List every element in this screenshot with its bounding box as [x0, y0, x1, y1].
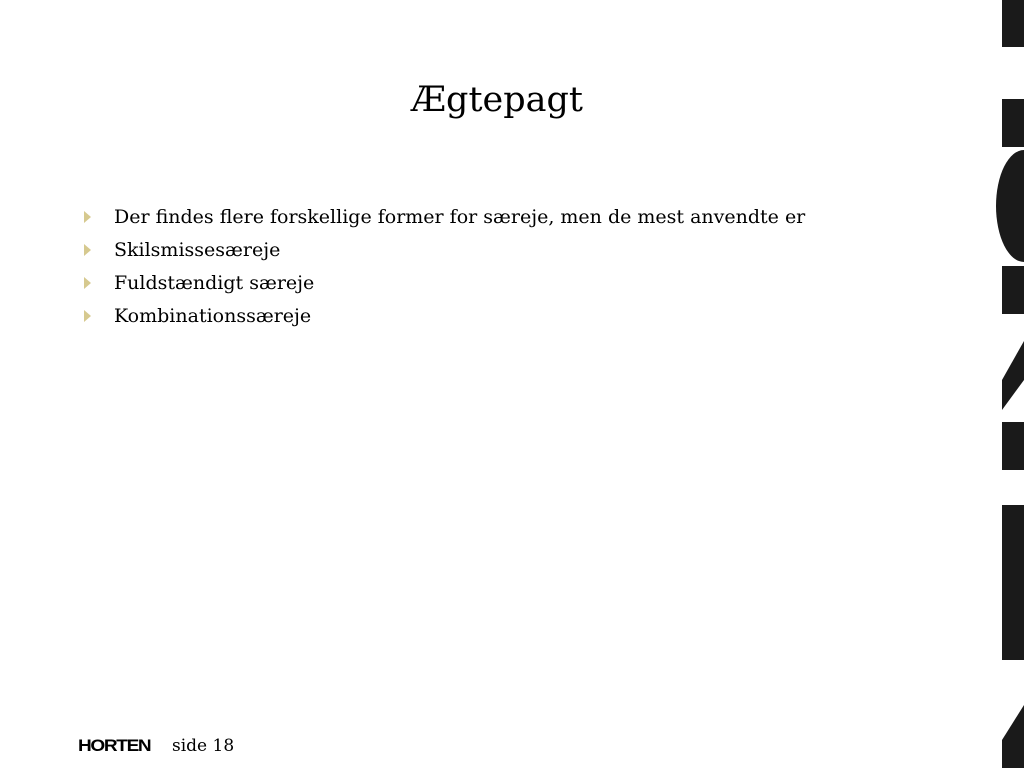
deco-bar: [1002, 0, 1024, 47]
bullet-text: Skilsmissesæreje: [114, 239, 281, 261]
page-number: side 18: [172, 736, 235, 756]
deco-diagonal: [1002, 705, 1024, 768]
bullet-text: Der findes flere forskellige former for særeje, men de mest anvendte er: [114, 206, 806, 228]
deco-bar: [1002, 422, 1024, 470]
triangle-bullet-icon: [84, 310, 91, 322]
triangle-bullet-icon: [84, 277, 91, 289]
horten-logo: HORTEN: [78, 736, 151, 755]
bullet-text: Kombinationssæreje: [114, 305, 312, 327]
deco-diagonal: [1002, 341, 1024, 410]
deco-bar: [1002, 99, 1024, 147]
deco-bar: [1002, 266, 1024, 314]
bullet-text: Fuldstændigt særeje: [114, 272, 315, 294]
triangle-bullet-icon: [84, 244, 91, 256]
deco-curve: [996, 150, 1024, 262]
triangle-bullet-icon: [84, 211, 91, 223]
slide-title: Ægtepagt: [411, 80, 583, 120]
side-decoration: [990, 0, 1024, 768]
deco-bar: [1002, 505, 1024, 660]
